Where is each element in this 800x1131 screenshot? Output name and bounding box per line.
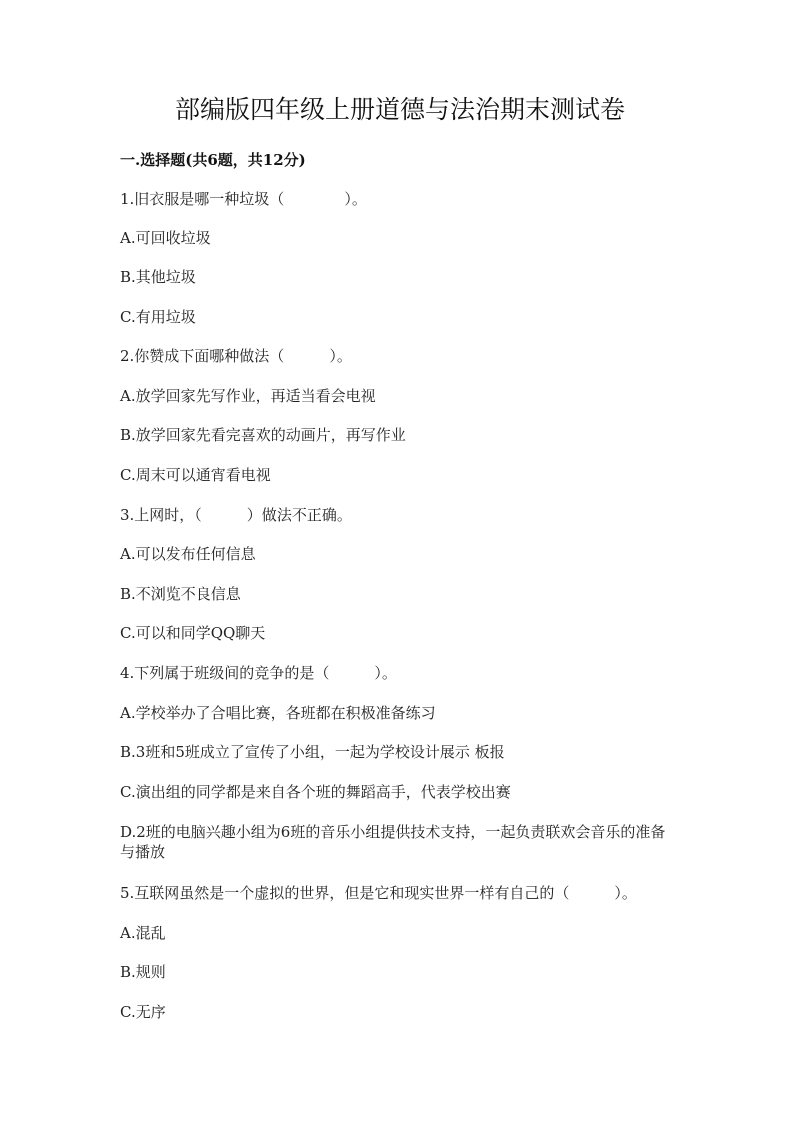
question-1-stem: 1.旧衣服是哪一种垃圾（ ）。 [120,190,367,208]
question-4-option-d: D.2班的电脑兴趣小组为6班的音乐小组提供技术支持，一起负责联欢会音乐的准备与播放 [120,823,666,861]
question-2-stem: 2.你赞成下面哪种做法（ ）。 [120,347,352,365]
question-5-option-b: B.规则 [120,963,166,981]
question-4-option-c: C.演出组的同学都是来自各个班的舞蹈高手，代表学校出赛 [120,783,511,801]
section-heading: 一.选择题(共6题，共12分) [120,151,306,169]
page-title: 部编版四年级上册道德与法治期末测试卷 [174,95,625,124]
question-2-option-b: B.放学回家先看完喜欢的动画片，再写作业 [120,426,406,444]
question-2-option-a: A.放学回家先写作业，再适当看会电视 [120,387,376,405]
question-5-stem: 5.互联网虽然是一个虚拟的世界，但是它和现实世界一样有自己的（ ）。 [120,884,637,902]
question-2-option-c: C.周末可以通宵看电视 [120,466,271,484]
question-5-option-a: A.混乱 [120,924,166,942]
question-4-option-a: A.学校举办了合唱比赛，各班都在积极准备练习 [120,704,436,722]
question-1-option-b: B.其他垃圾 [120,268,196,286]
question-3-stem: 3.上网时，（ ）做法不正确。 [120,506,352,524]
question-4-stem: 4.下列属于班级间的竞争的是（ ）。 [120,664,397,682]
question-4-option-b: B.3班和5班成立了宣传了小组，一起为学校设计展示 板报 [120,743,505,761]
question-5-option-c: C.无序 [120,1003,166,1021]
question-1-option-a: A.可回收垃圾 [120,229,211,247]
question-1-option-c: C.有用垃圾 [120,308,196,326]
question-3-option-b: B.不浏览不良信息 [120,585,241,603]
question-3-option-c: C.可以和同学QQ聊天 [120,624,266,642]
question-3-option-a: A.可以发布任何信息 [120,545,256,563]
